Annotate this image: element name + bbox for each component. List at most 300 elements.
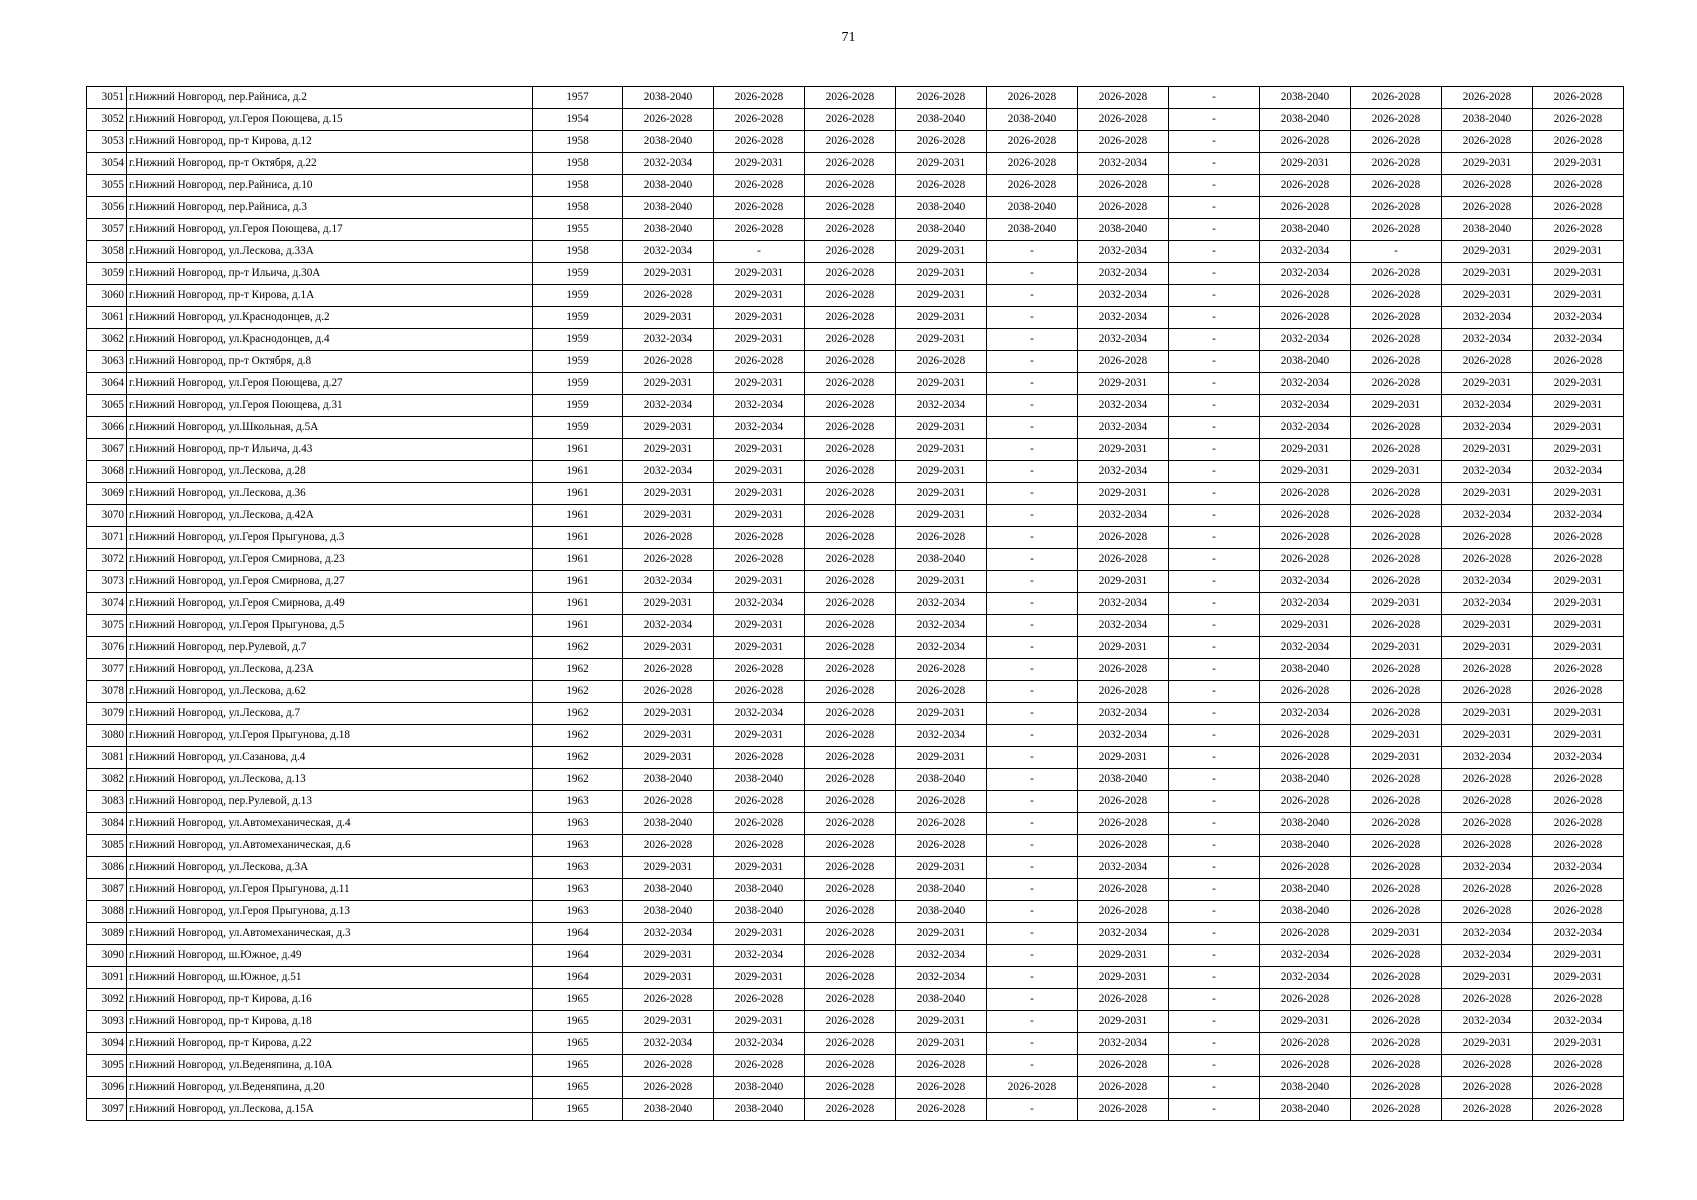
period-cell: 2026-2028 xyxy=(714,1055,805,1077)
table-row xyxy=(87,87,1624,109)
address-cell: г.Нижний Новгород, пер.Райниса, д.2 xyxy=(127,87,533,109)
period-cell: - xyxy=(1169,439,1260,461)
period-cell: 2026-2028 xyxy=(1351,857,1442,879)
address-cell: г.Нижний Новгород, пр-т Кирова, д.22 xyxy=(127,1033,533,1055)
period-cell: 2026-2028 xyxy=(1533,659,1624,681)
year-cell: 1963 xyxy=(533,791,623,813)
period-cell: 2026-2028 xyxy=(714,791,805,813)
table-row xyxy=(87,285,1624,307)
period-cell: - xyxy=(1169,87,1260,109)
period-cell: - xyxy=(1169,241,1260,263)
row-number-cell: 3061 xyxy=(87,307,127,329)
period-cell: 2026-2028 xyxy=(805,549,896,571)
table-row xyxy=(87,945,1624,967)
row-number-cell: 3085 xyxy=(87,835,127,857)
period-cell: 2029-2031 xyxy=(1442,637,1533,659)
year-cell: 1961 xyxy=(533,439,623,461)
period-cell: - xyxy=(1169,571,1260,593)
period-cell: 2026-2028 xyxy=(1442,901,1533,923)
row-number-cell: 3083 xyxy=(87,791,127,813)
period-cell: 2026-2028 xyxy=(1351,813,1442,835)
period-cell: 2026-2028 xyxy=(1442,769,1533,791)
period-cell: - xyxy=(1169,197,1260,219)
period-cell: 2029-2031 xyxy=(1442,241,1533,263)
period-cell: 2029-2031 xyxy=(896,461,987,483)
period-cell: 2026-2028 xyxy=(805,1011,896,1033)
period-cell: 2029-2031 xyxy=(714,725,805,747)
table-row xyxy=(87,923,1624,945)
table-row xyxy=(87,505,1624,527)
period-cell: 2032-2034 xyxy=(1260,373,1351,395)
year-cell: 1962 xyxy=(533,659,623,681)
row-number-cell: 3063 xyxy=(87,351,127,373)
period-cell: 2038-2040 xyxy=(896,989,987,1011)
period-cell: 2032-2034 xyxy=(1078,923,1169,945)
table-row xyxy=(87,1011,1624,1033)
table-body xyxy=(87,87,1624,1121)
period-cell: 2029-2031 xyxy=(714,285,805,307)
period-cell: 2029-2031 xyxy=(1351,747,1442,769)
row-number-cell: 3056 xyxy=(87,197,127,219)
period-cell: 2032-2034 xyxy=(1260,329,1351,351)
period-cell: - xyxy=(987,593,1078,615)
period-cell: 2029-2031 xyxy=(896,747,987,769)
table-row xyxy=(87,681,1624,703)
period-cell: 2032-2034 xyxy=(1442,395,1533,417)
period-cell: 2029-2031 xyxy=(1533,285,1624,307)
period-cell: - xyxy=(987,945,1078,967)
period-cell: - xyxy=(987,307,1078,329)
period-cell: 2029-2031 xyxy=(623,373,714,395)
period-cell: - xyxy=(987,417,1078,439)
period-cell: 2026-2028 xyxy=(805,879,896,901)
year-cell: 1962 xyxy=(533,681,623,703)
row-number-cell: 3092 xyxy=(87,989,127,1011)
period-cell: 2038-2040 xyxy=(1260,813,1351,835)
period-cell: 2026-2028 xyxy=(896,175,987,197)
period-cell: 2032-2034 xyxy=(1442,945,1533,967)
period-cell: 2026-2028 xyxy=(1351,527,1442,549)
period-cell: 2029-2031 xyxy=(1078,747,1169,769)
year-cell: 1959 xyxy=(533,329,623,351)
period-cell: 2026-2028 xyxy=(1533,549,1624,571)
table-row xyxy=(87,1055,1624,1077)
period-cell: - xyxy=(987,681,1078,703)
period-cell: 2026-2028 xyxy=(805,505,896,527)
address-cell: г.Нижний Новгород, пр-т Октября, д.22 xyxy=(127,153,533,175)
period-cell: - xyxy=(1169,967,1260,989)
period-cell: 2026-2028 xyxy=(1260,285,1351,307)
period-cell: 2026-2028 xyxy=(623,1077,714,1099)
period-cell: 2026-2028 xyxy=(896,1055,987,1077)
period-cell: 2032-2034 xyxy=(1533,307,1624,329)
period-cell: 2032-2034 xyxy=(1078,263,1169,285)
period-cell: 2032-2034 xyxy=(623,241,714,263)
period-cell: 2026-2028 xyxy=(714,197,805,219)
period-cell: 2026-2028 xyxy=(1078,527,1169,549)
period-cell: 2029-2031 xyxy=(1442,1033,1533,1055)
row-number-cell: 3076 xyxy=(87,637,127,659)
period-cell: - xyxy=(1169,615,1260,637)
period-cell: 2026-2028 xyxy=(805,901,896,923)
period-cell: 2026-2028 xyxy=(805,945,896,967)
period-cell: 2026-2028 xyxy=(1351,571,1442,593)
row-number-cell: 3082 xyxy=(87,769,127,791)
period-cell: 2029-2031 xyxy=(1078,945,1169,967)
address-cell: г.Нижний Новгород, ул.Героя Поющева, д.15 xyxy=(127,109,533,131)
period-cell: 2032-2034 xyxy=(1260,593,1351,615)
period-cell: - xyxy=(987,1011,1078,1033)
period-cell: 2026-2028 xyxy=(896,1077,987,1099)
period-cell: 2029-2031 xyxy=(896,263,987,285)
period-cell: 2026-2028 xyxy=(1533,681,1624,703)
address-cell: г.Нижний Новгород, ул.Краснодонцев, д.2 xyxy=(127,307,533,329)
period-cell: 2029-2031 xyxy=(1078,483,1169,505)
period-cell: 2029-2031 xyxy=(1351,725,1442,747)
period-cell: 2026-2028 xyxy=(623,791,714,813)
period-cell: 2029-2031 xyxy=(1351,593,1442,615)
row-number-cell: 3066 xyxy=(87,417,127,439)
row-number-cell: 3055 xyxy=(87,175,127,197)
period-cell: 2029-2031 xyxy=(1442,615,1533,637)
period-cell: 2029-2031 xyxy=(896,923,987,945)
period-cell: 2032-2034 xyxy=(1442,1011,1533,1033)
period-cell: 2029-2031 xyxy=(623,637,714,659)
period-cell: 2026-2028 xyxy=(1078,835,1169,857)
period-cell: - xyxy=(987,395,1078,417)
year-cell: 1958 xyxy=(533,241,623,263)
period-cell: 2038-2040 xyxy=(1260,659,1351,681)
table-row xyxy=(87,659,1624,681)
period-cell: 2026-2028 xyxy=(1078,1077,1169,1099)
table-row xyxy=(87,879,1624,901)
period-cell: 2026-2028 xyxy=(1078,131,1169,153)
period-cell: 2026-2028 xyxy=(805,87,896,109)
year-cell: 1958 xyxy=(533,197,623,219)
period-cell: 2026-2028 xyxy=(1533,1055,1624,1077)
row-number-cell: 3068 xyxy=(87,461,127,483)
year-cell: 1962 xyxy=(533,725,623,747)
row-number-cell: 3081 xyxy=(87,747,127,769)
period-cell: 2026-2028 xyxy=(1442,549,1533,571)
period-cell: 2029-2031 xyxy=(714,857,805,879)
period-cell: 2026-2028 xyxy=(1442,1055,1533,1077)
address-cell: г.Нижний Новгород, пр-т Кирова, д.16 xyxy=(127,989,533,1011)
period-cell: 2026-2028 xyxy=(714,131,805,153)
period-cell: - xyxy=(1169,483,1260,505)
period-cell: 2026-2028 xyxy=(714,549,805,571)
period-cell: 2029-2031 xyxy=(1533,725,1624,747)
period-cell: 2038-2040 xyxy=(1260,87,1351,109)
period-cell: 2029-2031 xyxy=(896,1033,987,1055)
period-cell: 2026-2028 xyxy=(1533,791,1624,813)
period-cell: 2026-2028 xyxy=(623,527,714,549)
period-cell: 2029-2031 xyxy=(623,505,714,527)
period-cell: 2029-2031 xyxy=(1533,395,1624,417)
period-cell: 2026-2028 xyxy=(805,1099,896,1121)
period-cell: 2029-2031 xyxy=(1533,967,1624,989)
address-cell: г.Нижний Новгород, ул.Веденяпина, д.10А xyxy=(127,1055,533,1077)
period-cell: - xyxy=(987,901,1078,923)
address-cell: г.Нижний Новгород, ул.Лескова, д.33А xyxy=(127,241,533,263)
period-cell: 2032-2034 xyxy=(1078,615,1169,637)
period-cell: 2026-2028 xyxy=(805,923,896,945)
period-cell: 2026-2028 xyxy=(1351,285,1442,307)
period-cell: 2026-2028 xyxy=(987,131,1078,153)
period-cell: 2026-2028 xyxy=(1442,1099,1533,1121)
address-cell: г.Нижний Новгород, пр-т Ильича, д.30А xyxy=(127,263,533,285)
address-cell: г.Нижний Новгород, ул.Героя Прыгунова, д.5 xyxy=(127,615,533,637)
period-cell: - xyxy=(1169,461,1260,483)
period-cell: 2032-2034 xyxy=(1442,329,1533,351)
period-cell: 2038-2040 xyxy=(623,219,714,241)
address-cell: г.Нижний Новгород, ш.Южное, д.51 xyxy=(127,967,533,989)
period-cell: 2026-2028 xyxy=(805,263,896,285)
period-cell: 2029-2031 xyxy=(1533,637,1624,659)
period-cell: 2032-2034 xyxy=(1533,857,1624,879)
table-row xyxy=(87,747,1624,769)
year-cell: 1963 xyxy=(533,901,623,923)
address-cell: г.Нижний Новгород, ул.Краснодонцев, д.4 xyxy=(127,329,533,351)
period-cell: 2032-2034 xyxy=(1533,1011,1624,1033)
period-cell: 2026-2028 xyxy=(1533,1077,1624,1099)
period-cell: 2026-2028 xyxy=(1351,1011,1442,1033)
row-number-cell: 3072 xyxy=(87,549,127,571)
year-cell: 1961 xyxy=(533,549,623,571)
period-cell: 2026-2028 xyxy=(896,681,987,703)
period-cell: 2038-2040 xyxy=(1260,1099,1351,1121)
period-cell: 2032-2034 xyxy=(896,395,987,417)
address-cell: г.Нижний Новгород, ул.Героя Поющева, д.17 xyxy=(127,219,533,241)
period-cell: 2029-2031 xyxy=(896,285,987,307)
address-cell: г.Нижний Новгород, ул.Героя Прыгунова, д.13 xyxy=(127,901,533,923)
period-cell: 2026-2028 xyxy=(1260,505,1351,527)
period-cell: 2032-2034 xyxy=(1442,593,1533,615)
year-cell: 1964 xyxy=(533,967,623,989)
table-row xyxy=(87,219,1624,241)
period-cell: 2026-2028 xyxy=(1078,1055,1169,1077)
period-cell: 2026-2028 xyxy=(1442,197,1533,219)
period-cell: 2026-2028 xyxy=(1351,769,1442,791)
period-cell: 2026-2028 xyxy=(623,285,714,307)
period-cell: - xyxy=(1169,505,1260,527)
period-cell: 2026-2028 xyxy=(1442,813,1533,835)
address-cell: г.Нижний Новгород, пер.Райниса, д.10 xyxy=(127,175,533,197)
period-cell: 2029-2031 xyxy=(714,307,805,329)
period-cell: 2032-2034 xyxy=(1442,571,1533,593)
period-cell: 2038-2040 xyxy=(1078,769,1169,791)
period-cell: - xyxy=(987,263,1078,285)
period-cell: 2029-2031 xyxy=(1351,461,1442,483)
period-cell: 2032-2034 xyxy=(1442,461,1533,483)
period-cell: 2026-2028 xyxy=(1351,87,1442,109)
year-cell: 1955 xyxy=(533,219,623,241)
period-cell: 2026-2028 xyxy=(805,417,896,439)
row-number-cell: 3090 xyxy=(87,945,127,967)
address-cell: г.Нижний Новгород, ул.Автомеханическая, д.6 xyxy=(127,835,533,857)
period-cell: 2026-2028 xyxy=(896,791,987,813)
period-cell: 2026-2028 xyxy=(1351,197,1442,219)
table-row xyxy=(87,131,1624,153)
period-cell: 2026-2028 xyxy=(1351,945,1442,967)
period-cell: 2032-2034 xyxy=(1078,307,1169,329)
year-cell: 1964 xyxy=(533,923,623,945)
period-cell: 2032-2034 xyxy=(896,945,987,967)
table-row xyxy=(87,461,1624,483)
period-cell: 2026-2028 xyxy=(1442,131,1533,153)
period-cell: 2032-2034 xyxy=(623,461,714,483)
period-cell: - xyxy=(987,637,1078,659)
period-cell: - xyxy=(987,461,1078,483)
period-cell: 2026-2028 xyxy=(1260,527,1351,549)
period-cell: 2029-2031 xyxy=(714,461,805,483)
address-cell: г.Нижний Новгород, ул.Школьная, д.5А xyxy=(127,417,533,439)
period-cell: 2026-2028 xyxy=(1533,87,1624,109)
table-row xyxy=(87,241,1624,263)
row-number-cell: 3070 xyxy=(87,505,127,527)
period-cell: 2026-2028 xyxy=(1351,109,1442,131)
period-cell: 2026-2028 xyxy=(1351,1099,1442,1121)
year-cell: 1959 xyxy=(533,285,623,307)
period-cell: 2029-2031 xyxy=(1442,439,1533,461)
period-cell: - xyxy=(987,373,1078,395)
period-cell: 2032-2034 xyxy=(1533,329,1624,351)
period-cell: 2026-2028 xyxy=(1078,109,1169,131)
period-cell: 2026-2028 xyxy=(623,659,714,681)
period-cell: 2029-2031 xyxy=(1078,571,1169,593)
period-cell: 2038-2040 xyxy=(1260,109,1351,131)
table-row xyxy=(87,637,1624,659)
period-cell: - xyxy=(1169,417,1260,439)
period-cell: - xyxy=(1169,109,1260,131)
period-cell: 2026-2028 xyxy=(1533,197,1624,219)
period-cell: 2029-2031 xyxy=(623,747,714,769)
period-cell: 2038-2040 xyxy=(714,1099,805,1121)
table-row xyxy=(87,703,1624,725)
period-cell: 2026-2028 xyxy=(623,351,714,373)
table-row xyxy=(87,1099,1624,1121)
period-cell: 2026-2028 xyxy=(1078,901,1169,923)
period-cell: 2029-2031 xyxy=(896,417,987,439)
period-cell: 2038-2040 xyxy=(1260,351,1351,373)
period-cell: 2032-2034 xyxy=(1442,505,1533,527)
period-cell: 2026-2028 xyxy=(805,835,896,857)
period-cell: 2026-2028 xyxy=(805,1055,896,1077)
table-row xyxy=(87,329,1624,351)
year-cell: 1961 xyxy=(533,615,623,637)
row-number-cell: 3051 xyxy=(87,87,127,109)
year-cell: 1961 xyxy=(533,483,623,505)
period-cell: 2029-2031 xyxy=(623,439,714,461)
period-cell: 2026-2028 xyxy=(1351,989,1442,1011)
period-cell: - xyxy=(1169,857,1260,879)
period-cell: 2026-2028 xyxy=(1351,153,1442,175)
period-cell: 2026-2028 xyxy=(805,109,896,131)
period-cell: 2032-2034 xyxy=(623,153,714,175)
period-cell: 2032-2034 xyxy=(1078,593,1169,615)
address-cell: г.Нижний Новгород, ш.Южное, д.49 xyxy=(127,945,533,967)
period-cell: 2038-2040 xyxy=(896,549,987,571)
period-cell: 2026-2028 xyxy=(805,175,896,197)
period-cell: 2026-2028 xyxy=(1260,131,1351,153)
period-cell: - xyxy=(1169,175,1260,197)
period-cell: 2029-2031 xyxy=(714,967,805,989)
period-cell: 2026-2028 xyxy=(1260,307,1351,329)
address-cell: г.Нижний Новгород, пер.Рулевой, д.13 xyxy=(127,791,533,813)
address-cell: г.Нижний Новгород, ул.Лескова, д.3А xyxy=(127,857,533,879)
period-cell: - xyxy=(987,1099,1078,1121)
period-cell: 2029-2031 xyxy=(896,1011,987,1033)
period-cell: 2038-2040 xyxy=(896,219,987,241)
address-cell: г.Нижний Новгород, ул.Лескова, д.62 xyxy=(127,681,533,703)
period-cell: - xyxy=(987,967,1078,989)
period-cell: 2038-2040 xyxy=(896,769,987,791)
period-cell: 2026-2028 xyxy=(714,835,805,857)
period-cell: 2026-2028 xyxy=(623,989,714,1011)
period-cell: 2026-2028 xyxy=(1442,879,1533,901)
period-cell: 2026-2028 xyxy=(805,197,896,219)
period-cell: - xyxy=(1169,637,1260,659)
period-cell: 2026-2028 xyxy=(1533,835,1624,857)
period-cell: 2026-2028 xyxy=(1442,527,1533,549)
period-cell: - xyxy=(1169,813,1260,835)
table-row xyxy=(87,967,1624,989)
period-cell: 2032-2034 xyxy=(714,593,805,615)
period-cell: 2026-2028 xyxy=(805,527,896,549)
period-cell: 2026-2028 xyxy=(805,637,896,659)
period-cell: 2029-2031 xyxy=(1533,241,1624,263)
period-cell: 2026-2028 xyxy=(714,87,805,109)
period-cell: - xyxy=(987,351,1078,373)
table-row xyxy=(87,153,1624,175)
period-cell: - xyxy=(987,549,1078,571)
period-cell: 2026-2028 xyxy=(805,615,896,637)
period-cell: - xyxy=(1169,1055,1260,1077)
period-cell: 2029-2031 xyxy=(714,483,805,505)
period-cell: 2029-2031 xyxy=(1260,615,1351,637)
period-cell: 2029-2031 xyxy=(623,417,714,439)
period-cell: 2026-2028 xyxy=(805,395,896,417)
period-cell: 2032-2034 xyxy=(1533,461,1624,483)
period-cell: 2032-2034 xyxy=(1078,241,1169,263)
period-cell: 2029-2031 xyxy=(1442,263,1533,285)
period-cell: - xyxy=(1169,879,1260,901)
period-cell: 2029-2031 xyxy=(623,857,714,879)
period-cell: 2032-2034 xyxy=(1442,417,1533,439)
row-number-cell: 3097 xyxy=(87,1099,127,1121)
period-cell: - xyxy=(1169,285,1260,307)
table-row xyxy=(87,791,1624,813)
period-cell: 2032-2034 xyxy=(896,593,987,615)
period-cell: - xyxy=(1169,945,1260,967)
period-cell: - xyxy=(1169,219,1260,241)
period-cell: - xyxy=(1169,769,1260,791)
period-cell: - xyxy=(1169,791,1260,813)
table-row xyxy=(87,307,1624,329)
period-cell: 2032-2034 xyxy=(1078,461,1169,483)
period-cell: 2029-2031 xyxy=(896,241,987,263)
row-number-cell: 3095 xyxy=(87,1055,127,1077)
year-cell: 1965 xyxy=(533,1077,623,1099)
period-cell: 2026-2028 xyxy=(1078,351,1169,373)
period-cell: 2026-2028 xyxy=(1351,879,1442,901)
period-cell: - xyxy=(987,879,1078,901)
period-cell: 2026-2028 xyxy=(805,307,896,329)
period-cell: 2029-2031 xyxy=(714,153,805,175)
year-cell: 1965 xyxy=(533,1099,623,1121)
row-number-cell: 3059 xyxy=(87,263,127,285)
address-cell: г.Нижний Новгород, ул.Лескова, д.7 xyxy=(127,703,533,725)
